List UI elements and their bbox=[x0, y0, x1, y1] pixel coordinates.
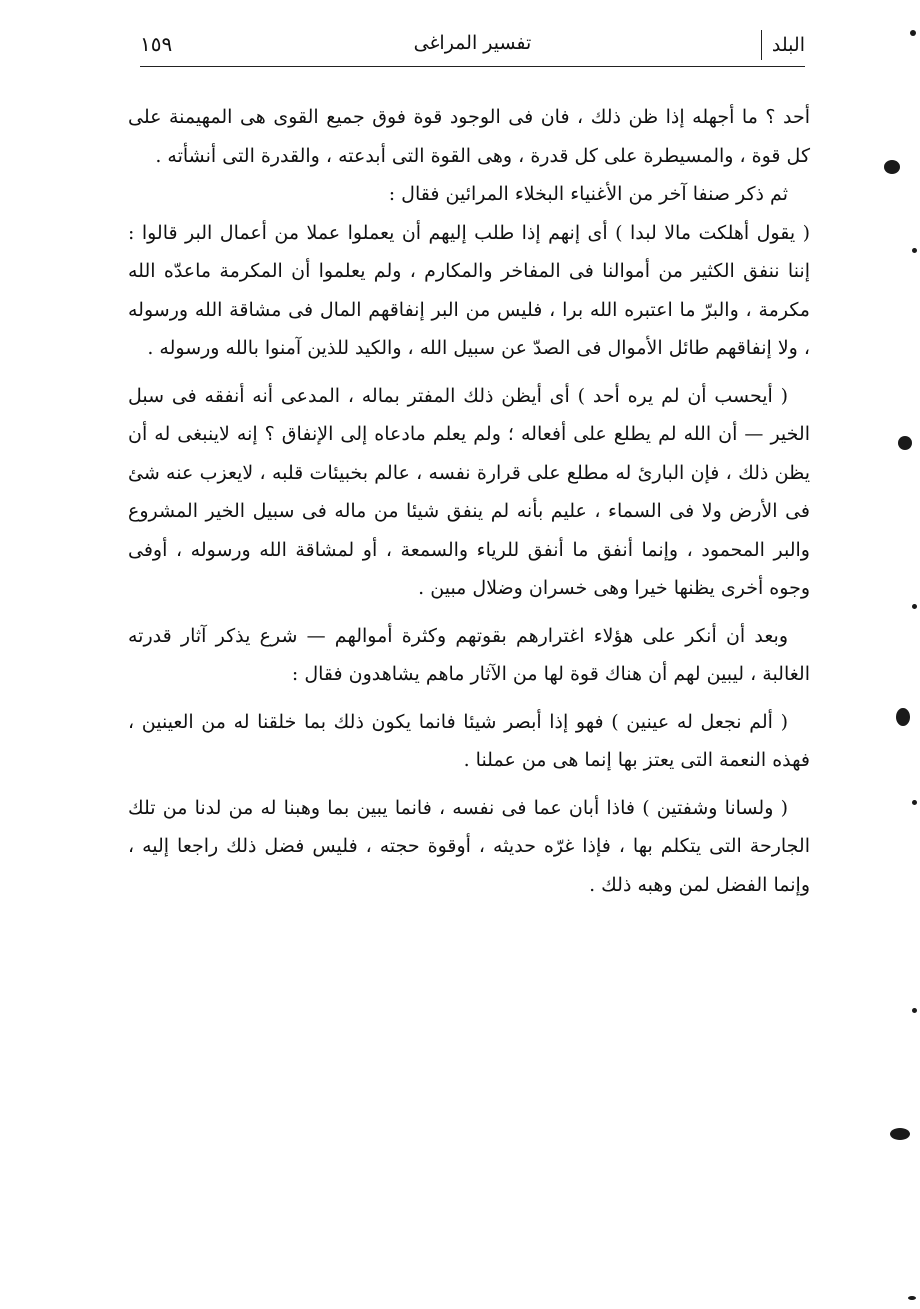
scan-speck bbox=[912, 1008, 917, 1013]
paragraph: ( ولسانا وشفتين ) فاذا أبان عما فى نفسه ، فانما يبين بما وهبنا له من لدنا من تلك الجارحة التى يتكلم بها ، فإذا غرّه حديثه ، أوقوة حجته ، فليس فضل ذلك راجعا إليه ، وإنما الفضل لمن وهبه ذلك . bbox=[128, 796, 810, 896]
scan-speck bbox=[884, 160, 900, 174]
scan-speck bbox=[912, 604, 917, 609]
scan-speck bbox=[912, 800, 917, 805]
header-rule bbox=[140, 66, 805, 67]
paragraph: ثم ذكر صنفا آخر من الأغنياء البخلاء المرائين فقال : bbox=[388, 183, 788, 205]
scan-speck bbox=[912, 248, 917, 253]
paragraph: ( ألم نجعل له عينين ) فهو إذا أبصر شيئا فانما يكون ذلك بما خلقنا له من العينين ، فهذه النعمة التى يعتز بها إنما هى من عملنا . bbox=[128, 710, 810, 771]
scan-speck bbox=[898, 436, 912, 450]
scan-speck bbox=[910, 30, 916, 36]
paragraph: ( أيحسب أن لم يره أحد ) أى أيظن ذلك المفتر بماله ، المدعى أنه أنفقه فى سبل الخير — أن الله لم يطلع على أفعاله ؛ ولم يعلم مادعاه إلى الإنفاق ؟ إنه لاينبغى له أن يظن ذلك ، فإن البارئ له مطلع على قرارة نفسه ، عالم بخبيئات قلبه ، لايعزب عنه شئ فى الأرض ولا فى السماء ، عليم بأنه لم ينفق شيئا من ماله فى سبيل الخير المشروع والبر المحمود ، وإنما أنفق ما أنفق للرياء والسمعة ، أو لمشاقة الله ورسوله ، أوفى وجوه أخرى يظنها خيرا وهى خسران وضلال مبين . bbox=[128, 384, 810, 599]
scan-speck bbox=[896, 708, 910, 726]
surah-name: البلد bbox=[761, 30, 805, 60]
body-text bbox=[128, 98, 810, 904]
running-title: تفسير المراغى bbox=[413, 32, 532, 54]
paragraph: وبعد أن أنكر على هؤلاء اغترارهم بقوتهم وكثرة أموالهم — شرع يذكر آثار قدرته الغالبة ، ليبين لهم أن هناك قوة لها من الآثار ماهم يشاهدون فقال : bbox=[128, 624, 810, 685]
scan-speck bbox=[890, 1128, 910, 1140]
running-header bbox=[140, 30, 805, 66]
paragraph: ( يقول أهلكت مالا لبدا ) أى إنهم إذا طلب إليهم أن يعملوا عملا من أعمال البر قالوا : إننا ننفق الكثير من أموالنا فى المفاخر والمكارم ، ولم يعلموا أن المكرمة ماعدّه الله مكرمة ، والبرّ ما اعتبره الله برا ، فليس من البر إنفاقهم المال فى مشاقة الله ورسوله ، ولا إنفاقهم طائل الأموال فى الصدّ عن سبيل الله ، والكيد للذين آمنوا بالله ورسوله . bbox=[128, 221, 810, 359]
paragraph: أحد ؟ ما أجهله إذا ظن ذلك ، فان فى الوجود قوة فوق جميع القوى هى المهيمنة على كل قوة ، والمسيطرة على كل قدرة ، وهى القوة التى أبدعته ، والقدرة التى أنشأته . bbox=[128, 106, 810, 167]
scan-speck bbox=[908, 1296, 916, 1300]
page-number: ١٥٩ bbox=[140, 32, 173, 56]
